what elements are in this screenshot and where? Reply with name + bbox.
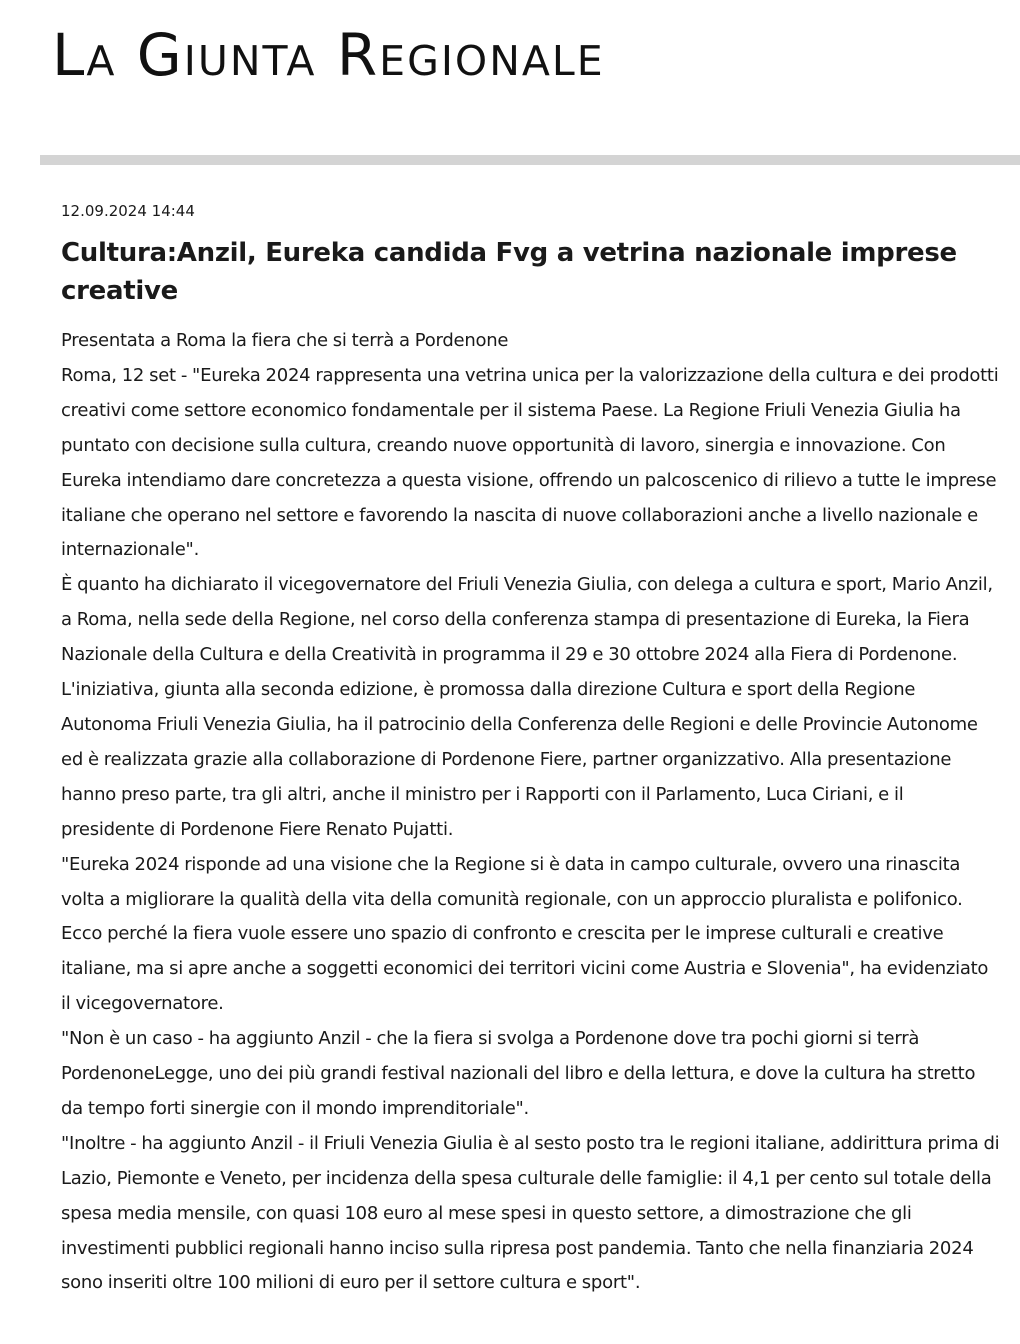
article-paragraph: "Non è un caso - ha aggiunto Anzil - che la fiera si svolga a Pordenone dove tra pochi giorni si terrà PordenoneLegge, uno dei più grandi festival nazionali del libro e della lettura, e dove la cultura ha stretto da tempo forti sinergie con il mondo imprenditoriale". <box>61 1028 976 1119</box>
article-subtitle: Presentata a Roma la fiera che si terrà a Pordenone <box>61 330 509 351</box>
article-paragraph: "Eureka 2024 risponde ad una visione che la Regione si è data in campo culturale, ovvero una rinascita volta a migliorare la qualità della vita della comunità regionale, con un approccio pluralista e polifonico. Ecco perché la fiera vuole essere uno spazio di confronto e crescita per le imprese culturali e creative italiane, ma si apre anche a soggetti economici dei territori vicini come Austria e Slovenia", ha evidenziato il vicegovernatore. <box>61 853 989 1015</box>
article-title: Cultura:Anzil, Eureka candida Fvg a vetrina nazionale imprese creative <box>61 238 957 306</box>
article-paragraph: L'iniziativa, giunta alla seconda edizione, è promossa dalla direzione Cultura e sport della Regione Autonoma Friuli Venezia Giulia, ha il patrocinio della Conferenza delle Regioni e delle Provincie Autonome ed è realizzata grazie alla collaborazione di Pordenone Fiere, partner organizzativo. Alla presentazione hanno preso parte, tra gli altri, anche il ministro per i Rapporti con il Parlamento, Luca Ciriani, e il presidente di Pordenone Fiere Renato Pujatti. <box>61 679 978 840</box>
news-article <box>61 196 1001 1301</box>
article-paragraph: È quanto ha dichiarato il vicegovernatore del Friuli Venezia Giulia, con delega a cultura e sport, Mario Anzil, a Roma, nella sede della Regione, nel corso della conferenza stampa di presentazione di Eureka, la Fiera Nazionale della Cultura e della Creatività in programma il 29 e 30 ottobre 2024 alla Fiera di Pordenone. <box>61 574 993 666</box>
article-paragraph: Roma, 12 set - "Eureka 2024 rappresenta una vetrina unica per la valorizzazione della cultura e dei prodotti creativi come settore economico fondamentale per il sistema Paese. La Regione Friuli Venezia Giulia ha puntato con decisione sulla cultura, creando nuove opportunità di lavoro, sinergia e innovazione. Con Eureka intendiamo dare concretezza a questa visione, offrendo un palcoscenico di rilievo a tutte le imprese italiane che operano nel settore e favorendo la nascita di nuove collaborazioni anche a livello nazionale e internazionale". <box>61 364 999 561</box>
brand-title: La Giunta Regionale <box>52 21 605 89</box>
page-header <box>0 0 1020 155</box>
header-divider <box>40 155 1020 165</box>
article-paragraph: "Inoltre - ha aggiunto Anzil - il Friuli Venezia Giulia è al sesto posto tra le regioni italiane, addirittura prima di Lazio, Piemonte e Veneto, per incidenza della spesa culturale delle famiglie: il 4,1 per cento sul totale della spesa media mensile, con quasi 108 euro al mese spesi in questo settore, a dimostrazione che gli investimenti pubblici regionali hanno inciso sulla ripresa post pandemia. Tanto che nella finanziaria 2024 sono inseriti oltre 100 milioni di euro per il settore cultura e sport". <box>61 1132 1000 1294</box>
article-date: 12.09.2024 14:44 <box>61 202 195 220</box>
